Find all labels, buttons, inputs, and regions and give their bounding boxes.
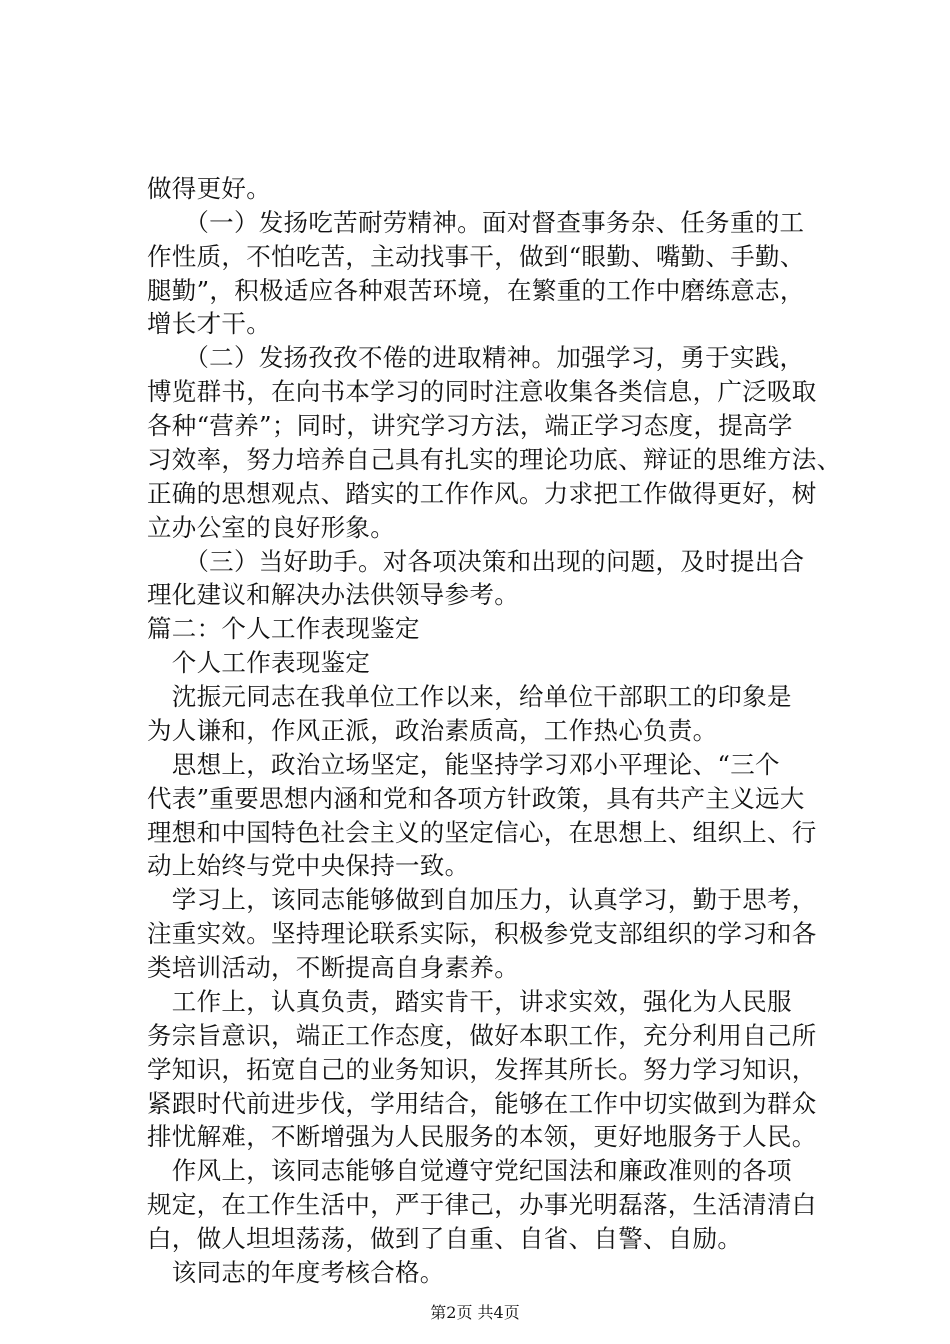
text-line: 理化建议和解决办法供领导参考。 xyxy=(147,580,519,609)
text-line: 动上始终与党中央保持一致。 xyxy=(147,851,470,880)
text-line: 紧跟时代前进步伐，学用结合，能够在工作中切实做到为群众 xyxy=(147,1089,817,1118)
text-line: 注重实效。坚持理论联系实际，积极参党支部组织的学习和各 xyxy=(147,919,817,948)
text-line: （一）发扬吃苦耐劳精神。面对督查事务杂、任务重的工 xyxy=(147,208,805,237)
section-title: 个人工作表现鉴定 xyxy=(147,648,371,677)
text-line: 理想和中国特色社会主义的坚定信心，在思想上、组织上、行 xyxy=(147,818,817,847)
text-line: 立办公室的良好形象。 xyxy=(147,513,395,542)
text-line: 思想上，政治立场坚定，能坚持学习邓小平理论、“三个 xyxy=(147,750,780,779)
text-line: 习效率，努力培养自己具有扎实的理论功底、辩证的思维方法、 xyxy=(147,445,842,474)
text-line: 作性质，不怕吃苦，主动找事干，做到“眼勤、嘴勤、手勤、 xyxy=(147,242,805,271)
text-line: 正确的思想观点、踏实的工作作风。力求把工作做得更好，树 xyxy=(147,479,817,508)
page-number-footer: 第2页 共4页 xyxy=(430,1303,520,1322)
text-line: 增长才干。 xyxy=(147,309,271,338)
text-line: 沈振元同志在我单位工作以来，给单位干部职工的印象是 xyxy=(147,682,792,711)
text-line: 各种“营养”；同时，讲究学习方法，端正学习态度，提高学 xyxy=(147,411,793,440)
text-line: （二）发扬孜孜不倦的进取精神。加强学习，勇于实践， xyxy=(147,343,805,372)
text-line: 工作上，认真负责，踏实肯干，讲求实效，强化为人民服 xyxy=(147,987,792,1016)
text-line: 该同志的年度考核合格。 xyxy=(147,1258,445,1287)
text-line: 做得更好。 xyxy=(147,174,271,203)
text-line: 腿勤”，积极适应各种艰苦环境，在繁重的工作中磨练意志， xyxy=(147,276,805,305)
text-line: 代表”重要思想内涵和党和各项方针政策，具有共产主义远大 xyxy=(147,784,805,813)
text-line: 排忧解难，不断增强为人民服务的本领，更好地服务于人民。 xyxy=(147,1122,817,1151)
section-heading: 篇二：个人工作表现鉴定 xyxy=(147,614,420,643)
text-line: 作风上，该同志能够自觉遵守党纪国法和廉政准则的各项 xyxy=(147,1156,792,1185)
text-line: 白，做人坦坦荡荡，做到了自重、自省、自警、自励。 xyxy=(147,1224,743,1253)
text-line: 规定，在工作生活中，严于律己，办事光明磊落，生活清清白 xyxy=(147,1190,817,1219)
text-line: 博览群书，在向书本学习的同时注意收集各类信息，广泛吸取 xyxy=(147,377,817,406)
text-line: 务宗旨意识，端正工作态度，做好本职工作，充分利用自己所 xyxy=(147,1021,817,1050)
text-line: （三）当好助手。对各项决策和出现的问题，及时提出合 xyxy=(147,547,805,576)
text-line: 学习上，该同志能够做到自加压力，认真学习，勤于思考， xyxy=(147,885,817,914)
text-line: 学知识，拓宽自己的业务知识，发挥其所长。努力学习知识， xyxy=(147,1055,817,1084)
text-line: 类培训活动，不断提高自身素养。 xyxy=(147,953,519,982)
text-line: 为人谦和，作风正派，政治素质高，工作热心负责。 xyxy=(147,716,718,745)
